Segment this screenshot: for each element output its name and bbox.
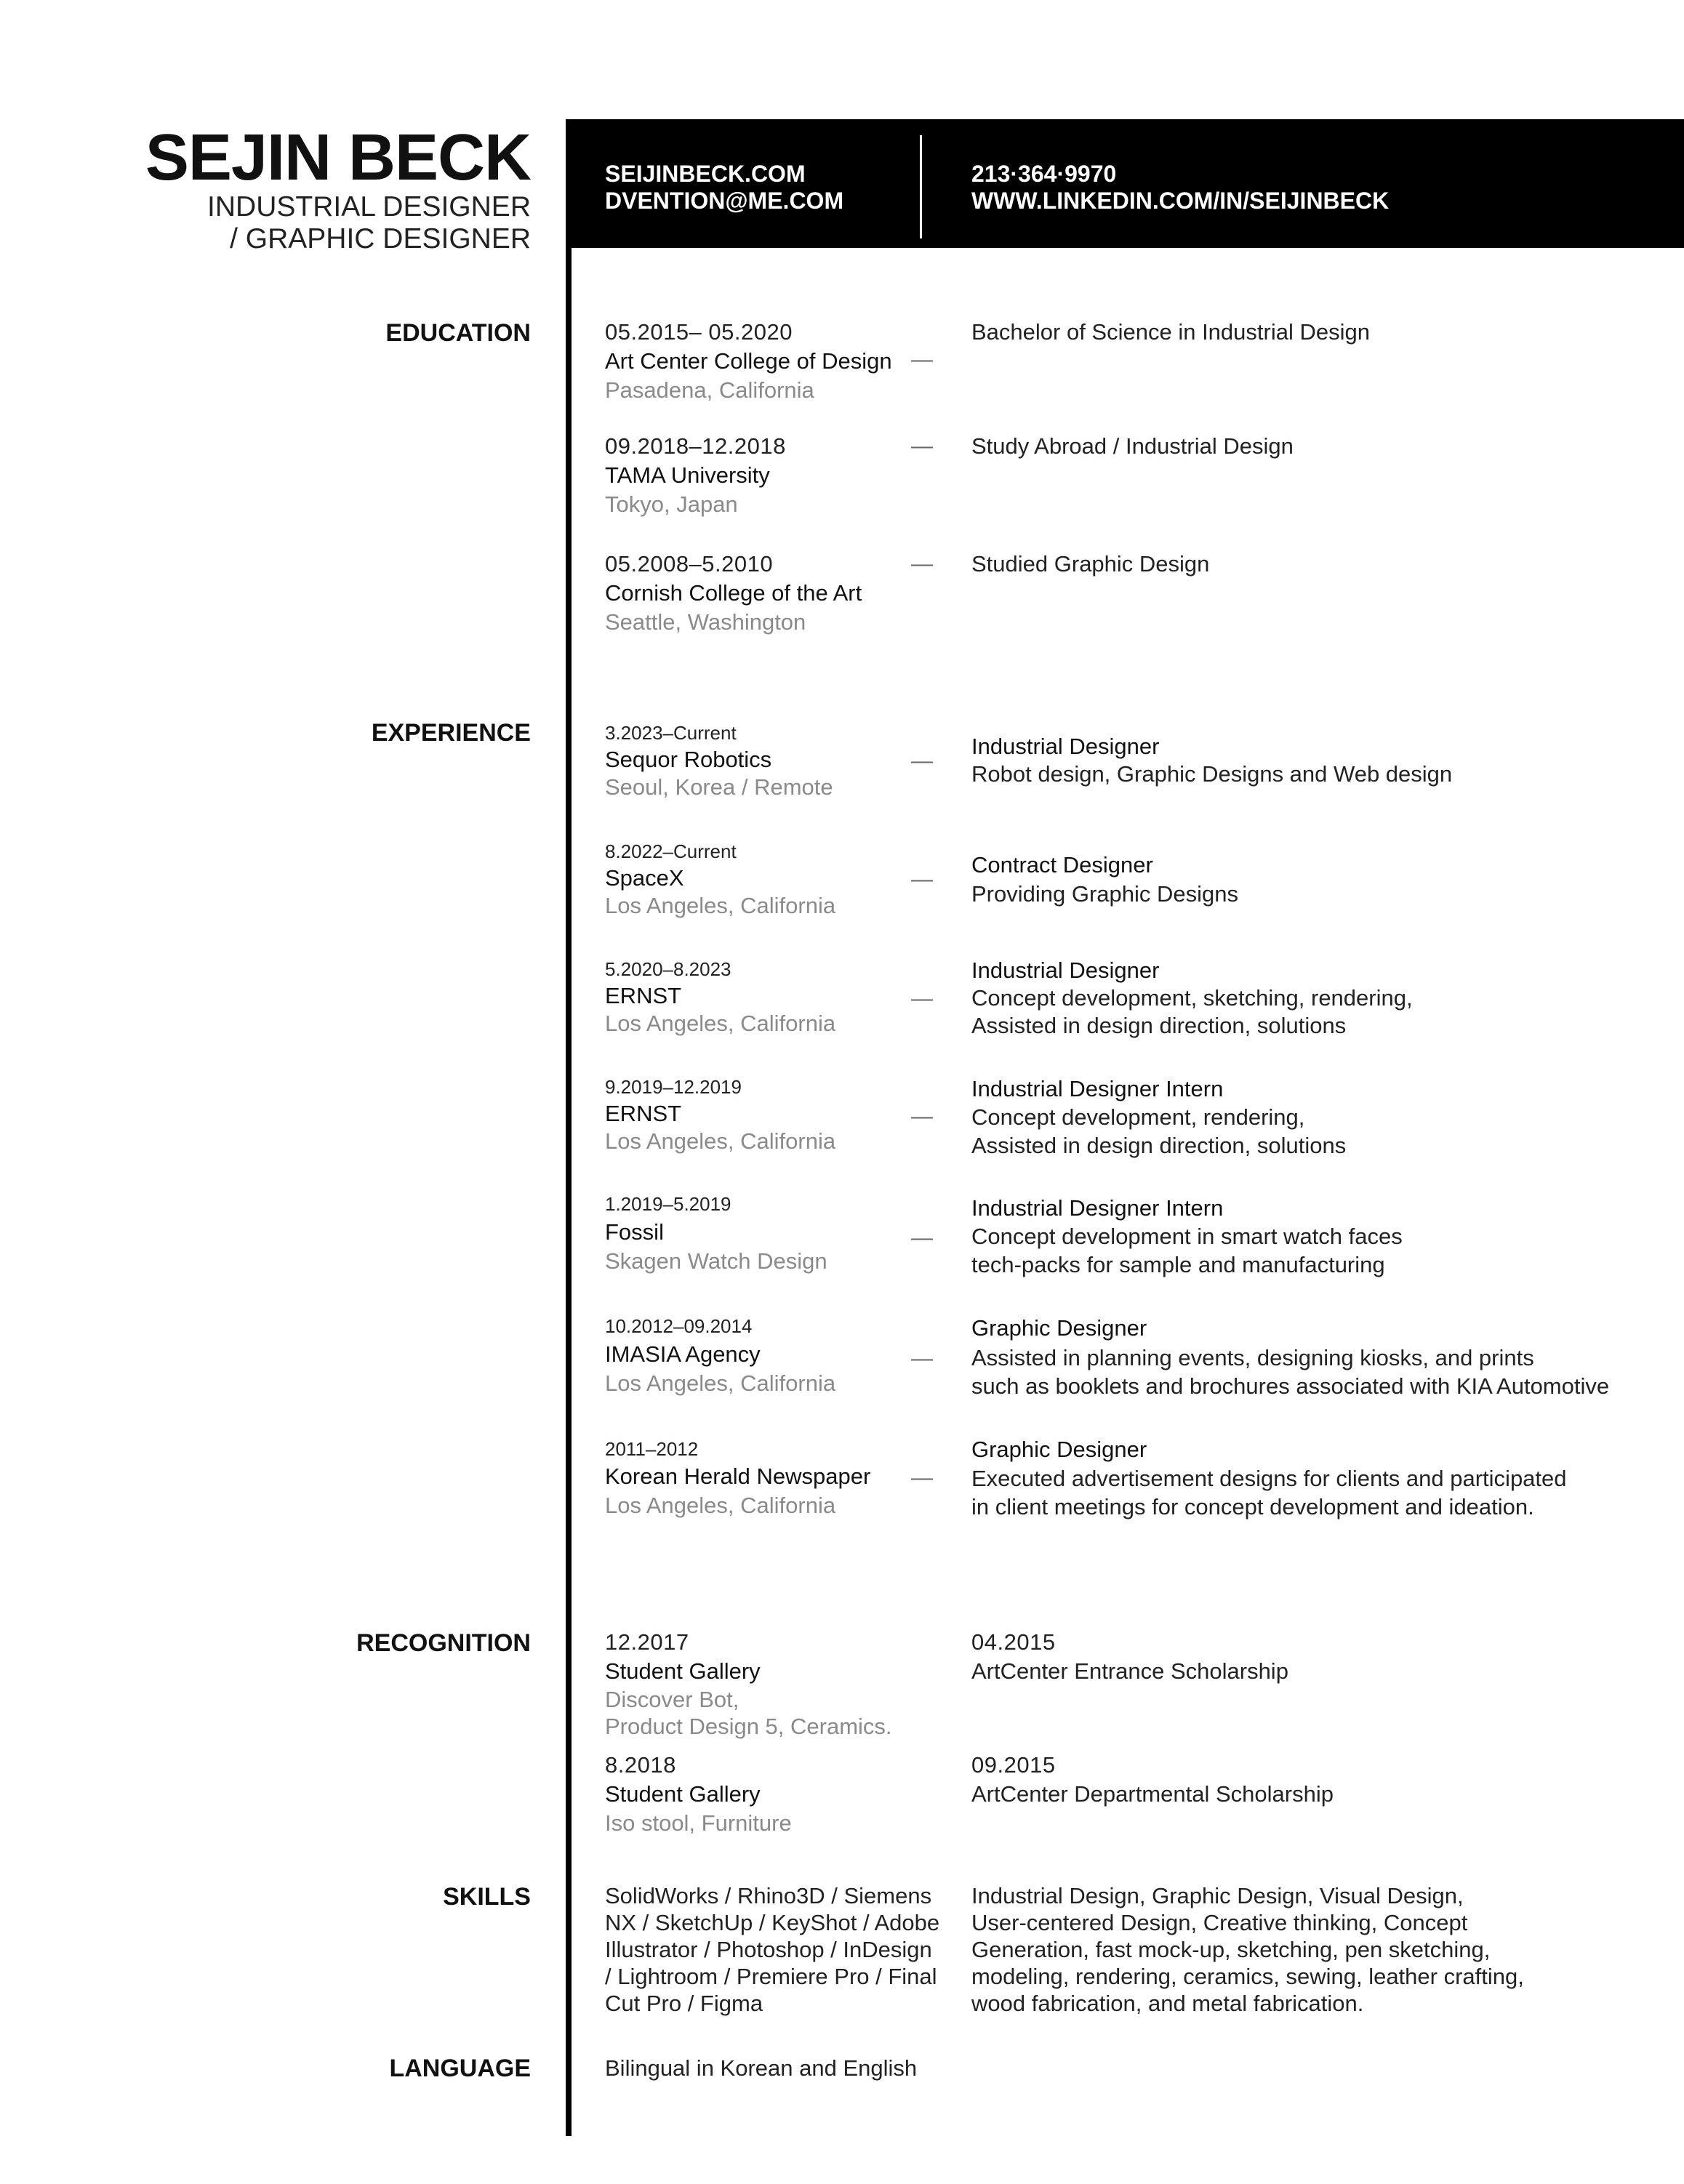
- section-language: LANGUAGE: [389, 2055, 531, 2082]
- recognition-title: ArtCenter Entrance Scholarship: [971, 1658, 1288, 1684]
- experience-desc: Providing Graphic Designs: [971, 881, 1239, 907]
- experience-desc: tech-packs for sample and manufacturing: [971, 1252, 1385, 1277]
- experience-date: 2011–2012: [605, 1438, 699, 1460]
- experience-desc: in client meetings for concept development and ideation.: [971, 1494, 1534, 1519]
- experience-desc: Assisted in planning events, designing kiosks, and prints: [971, 1345, 1534, 1370]
- website-link[interactable]: SEIJINBECK.COM: [605, 161, 806, 187]
- experience-company: Fossil: [605, 1219, 664, 1245]
- dash-separator: —: [911, 348, 933, 372]
- skills-abilities: [971, 1882, 1524, 2017]
- skills-tools-line: / Lightroom / Premiere Pro / Final: [605, 1964, 937, 1989]
- experience-location: Los Angeles, California: [605, 893, 836, 918]
- experience-location: Los Angeles, California: [605, 1128, 836, 1154]
- experience-date: 9.2019–12.2019: [605, 1076, 742, 1098]
- recognition-title: Student Gallery: [605, 1658, 761, 1684]
- experience-location: Skagen Watch Design: [605, 1248, 827, 1274]
- education-degree: Bachelor of Science in Industrial Design: [971, 319, 1370, 345]
- experience-company: SpaceX: [605, 865, 684, 891]
- phone-number[interactable]: 213·364·9970: [971, 161, 1117, 187]
- skills-tools-line: SolidWorks / Rhino3D / Siemens: [605, 1883, 932, 1908]
- recognition-date: 12.2017: [605, 1629, 689, 1655]
- dash-separator: —: [911, 1346, 933, 1370]
- education-location: Pasadena, California: [605, 377, 814, 403]
- experience-company: ERNST: [605, 983, 682, 1008]
- education-degree: Study Abroad / Industrial Design: [971, 433, 1294, 459]
- experience-date: 5.2020–8.2023: [605, 958, 731, 980]
- skills-abilities-line: User-centered Design, Creative thinking, Concept: [971, 1910, 1468, 1935]
- recognition-title: Student Gallery: [605, 1781, 761, 1807]
- experience-role: Industrial Designer Intern: [971, 1195, 1224, 1221]
- experience-company: Korean Herald Newspaper: [605, 1464, 871, 1489]
- recognition-detail: Discover Bot,: [605, 1687, 739, 1712]
- experience-role: Industrial Designer: [971, 734, 1160, 759]
- skills-abilities-line: modeling, rendering, ceramics, sewing, leather crafting,: [971, 1964, 1524, 1989]
- experience-role: Graphic Designer: [971, 1315, 1147, 1341]
- experience-desc: Robot design, Graphic Designs and Web design: [971, 761, 1453, 787]
- recognition-detail: Product Design 5, Ceramics.: [605, 1714, 892, 1739]
- title-line-2: / GRAPHIC DESIGNER: [230, 223, 531, 254]
- skills-tools: [605, 1882, 939, 2017]
- skills-tools-line: NX / SketchUp / KeyShot / Adobe: [605, 1910, 940, 1935]
- experience-company: IMASIA Agency: [605, 1341, 761, 1367]
- recognition-date: 8.2018: [605, 1752, 676, 1778]
- skills-abilities-line: Generation, fast mock-up, sketching, pen sketching,: [971, 1937, 1491, 1962]
- experience-desc: Assisted in design direction, solutions: [971, 1133, 1347, 1158]
- skills-tools-line: Illustrator / Photoshop / InDesign: [605, 1937, 932, 1962]
- experience-company: Sequor Robotics: [605, 747, 772, 772]
- vertical-rule: [566, 122, 572, 2136]
- education-date: 05.2015– 05.2020: [605, 319, 793, 345]
- experience-location: Los Angeles, California: [605, 1011, 836, 1036]
- experience-desc: Concept development in smart watch faces: [971, 1224, 1403, 1249]
- experience-date: 3.2023–Current: [605, 722, 737, 744]
- dash-separator: —: [911, 1466, 933, 1490]
- dash-separator: —: [911, 552, 933, 576]
- section-skills: SKILLS: [443, 1883, 531, 1911]
- education-date: 09.2018–12.2018: [605, 433, 786, 459]
- email-link[interactable]: DVENTION@ME.COM: [605, 188, 844, 214]
- experience-date: 1.2019–5.2019: [605, 1193, 731, 1215]
- education-school: Art Center College of Design: [605, 348, 892, 374]
- recognition-detail: Iso stool, Furniture: [605, 1810, 792, 1836]
- dash-separator: —: [911, 867, 933, 891]
- experience-role: Graphic Designer: [971, 1437, 1147, 1462]
- dash-separator: —: [911, 434, 933, 458]
- experience-date: 8.2022–Current: [605, 840, 737, 862]
- education-location: Seattle, Washington: [605, 609, 806, 635]
- experience-desc: Assisted in design direction, solutions: [971, 1013, 1347, 1038]
- experience-role: Industrial Designer: [971, 957, 1160, 983]
- linkedin-link[interactable]: WWW.LINKEDIN.COM/IN/SEIJINBECK: [971, 188, 1390, 214]
- education-date: 05.2008–5.2010: [605, 551, 774, 577]
- dash-separator: —: [911, 1104, 933, 1128]
- section-experience: EXPERIENCE: [371, 719, 531, 747]
- experience-company: ERNST: [605, 1101, 682, 1126]
- education-school: Cornish College of the Art: [605, 580, 862, 606]
- experience-desc: such as booklets and brochures associated with KIA Automotive: [971, 1373, 1610, 1399]
- experience-role: Contract Designer: [971, 852, 1153, 878]
- dash-separator: —: [911, 1226, 933, 1250]
- experience-location: Los Angeles, California: [605, 1493, 836, 1518]
- education-degree: Studied Graphic Design: [971, 551, 1210, 577]
- skills-abilities-line: Industrial Design, Graphic Design, Visual Design,: [971, 1883, 1464, 1908]
- experience-desc: Concept development, rendering,: [971, 1104, 1305, 1130]
- experience-location: Seoul, Korea / Remote: [605, 774, 833, 800]
- dash-separator: —: [911, 987, 933, 1011]
- experience-role: Industrial Designer Intern: [971, 1076, 1224, 1101]
- education-location: Tokyo, Japan: [605, 491, 738, 517]
- recognition-date: 04.2015: [971, 1629, 1056, 1655]
- name-heading: SEJIN BECK: [145, 121, 531, 194]
- recognition-title: ArtCenter Departmental Scholarship: [971, 1781, 1334, 1807]
- contact-divider: [920, 135, 922, 238]
- language-text: Bilingual in Korean and English: [605, 2055, 918, 2081]
- experience-date: 10.2012–09.2014: [605, 1315, 753, 1337]
- title-line-1: INDUSTRIAL DESIGNER: [207, 191, 531, 222]
- section-education: EDUCATION: [385, 319, 531, 347]
- skills-abilities-line: wood fabrication, and metal fabrication.: [971, 1991, 1364, 2016]
- recognition-date: 09.2015: [971, 1752, 1056, 1778]
- section-recognition: RECOGNITION: [356, 1629, 531, 1657]
- education-school: TAMA University: [605, 462, 770, 488]
- experience-desc: Concept development, sketching, rendering,: [971, 985, 1413, 1011]
- experience-desc: Executed advertisement designs for clients and participated: [971, 1466, 1567, 1491]
- dash-separator: —: [911, 749, 933, 773]
- experience-location: Los Angeles, California: [605, 1370, 836, 1396]
- skills-tools-line: Cut Pro / Figma: [605, 1991, 763, 2016]
